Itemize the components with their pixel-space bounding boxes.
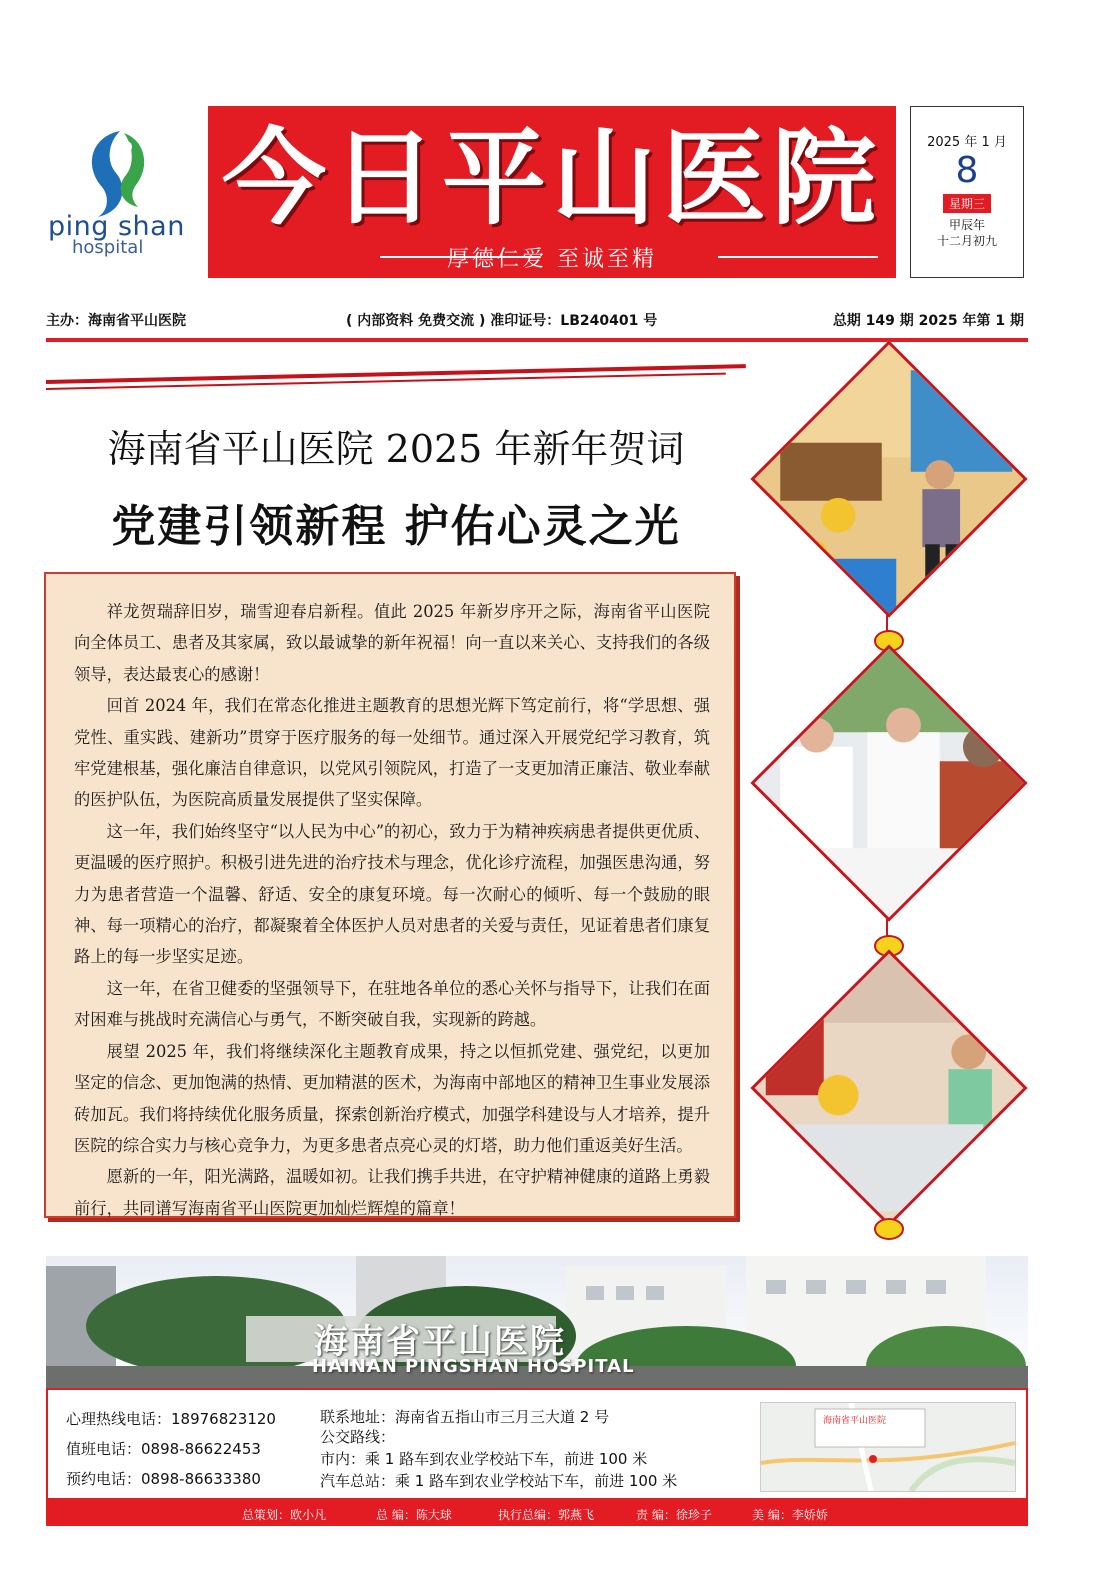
credit-planner: 总策划：欧小凡 (242, 1508, 327, 1522)
photo-counseling-session (750, 340, 1027, 617)
sponsor-text: 主办：海南省平山医院 (46, 313, 186, 329)
date-lunar-year: 甲辰年 (948, 218, 985, 232)
info-bar (46, 306, 1028, 334)
hospital-logo (48, 125, 198, 265)
article-paragraph: 回首 2024 年，我们在常态化推进主题教育的思想光辉下笃定前行，将“学思想、强党性、重实践、建新功”贯穿于医疗服务的每一处细节。通过深入开展党纪学习教育，筑牢党建根基，强化廉洁自律意识，以党风引领院风，打造了一支更加清正廉洁、敬业奉献的医护队伍，为医院高质量发展提供了坚实保障。 (74, 696, 710, 810)
article-paragraph: 展望 2025 年，我们将继续深化主题教育成果，持之以恒抓党建、强党纪，以更加坚定的信念、更加饱满的热情、更加精湛的医术，为海南中部地区的精神卫生事业发展添砖加瓦。我们将持续优化服务质量，探索创新治疗模式，加强学科建设与人才培养，提升医院的综合实力与核心竞争力，为更多患者点亮心灵的灯塔，助力他们重返美好生活。 (74, 1041, 710, 1155)
credit-art-editor: 美 编：李娇娇 (752, 1508, 828, 1522)
bus-route-city: 市内：乘 1 路车到农业学校站下车，前进 100 米 (320, 1450, 648, 1468)
duty-phone-text: 值班电话：0898-86622453 (66, 1440, 261, 1458)
masthead-banner (208, 106, 896, 278)
article-paragraph: 愿新的一年，阳光满路，温暖如初。让我们携手共进，在守护精神健康的道路上勇毅前行，共同谱写海南省平山医院更加灿烂辉煌的篇章！ (74, 1167, 710, 1218)
headline-sub: 党建引领新程 护佑心灵之光 (111, 501, 681, 552)
credit-chief-editor: 总 编：陈大球 (376, 1508, 452, 1522)
logo-text-hospital: hospital (72, 237, 144, 258)
photo-medical-checkup (750, 644, 1027, 921)
hotline-text: 心理热线电话：18976823120 (66, 1410, 276, 1428)
campus-sign-cn: 海南省平山医院 (314, 1322, 566, 1362)
map-label: 海南省平山医院 (823, 1416, 887, 1426)
bus-route-title: 公交路线： (320, 1428, 396, 1446)
credit-responsible-editor: 责 编：徐珍子 (636, 1508, 712, 1522)
article-paragraph: 祥龙贺瑞辞旧岁，瑞雪迎春启新程。值此 2025 年新岁序开之际，海南省平山医院向全体员工、患者及其家属，致以最诚挚的新年祝福！向一直以来关心、支持我们的各级领导，表达最衷心的感谢！ (74, 602, 710, 684)
logo-text-pingshan: ping shan (48, 211, 185, 242)
campus-photo (46, 1256, 1028, 1390)
date-weekday: 星期三 (943, 194, 991, 213)
issue-number-text: 总期 149 期 2025 年第 1 期 (832, 313, 1024, 329)
address-text: 联系地址：海南省五指山市三月三大道 2 号 (320, 1408, 610, 1426)
date-year-month: 2025 年 1 月 (927, 135, 1007, 150)
credits-bar (46, 1500, 1028, 1526)
article-paragraph: 这一年，在省卫健委的坚强领导下，在驻地各单位的悉心关怀与指导下，让我们在面对困难与挑战时充满信心与勇气，不断突破自我，实现新的跨越。 (74, 978, 710, 1030)
booking-phone-text: 预约电话：0898-86633380 (66, 1470, 261, 1488)
credit-exec-editor: 执行总编：郭燕飞 (498, 1508, 595, 1522)
info-bar-rule (46, 338, 1028, 342)
logo-mark-icon (80, 127, 152, 219)
ornament-bead (874, 1218, 904, 1240)
date-lunar-day: 十二月初九 (936, 234, 997, 248)
internal-license-text: ( 内部资料 免费交流 ) 准印证号：LB240401 号 (346, 313, 658, 329)
article-box (44, 572, 736, 1218)
headline-main: 海南省平山医院 2025 年新年贺词 (107, 427, 685, 471)
location-map (760, 1402, 1016, 1492)
bus-route-station: 汽车总站：乘 1 路车到农业学校站下车，前进 100 米 (320, 1472, 678, 1490)
campus-sign-en: HAINAN PINGSHAN HOSPITAL (312, 1356, 635, 1377)
contact-box (46, 1388, 1028, 1500)
masthead-slogan: 厚德仁爱 至诚至精 (447, 247, 657, 272)
date-day: 8 (955, 150, 979, 191)
photo-patient-visit (750, 949, 1027, 1226)
date-box (910, 106, 1024, 278)
masthead-title: 今日平山医院 (221, 117, 882, 239)
article-paragraph: 这一年，我们始终坚守“以人民为中心”的初心，致力于为精神疾病患者提供更优质、更温暖的医疗照护。积极引进先进的治疗技术与理念，优化诊疗流程，加强医患沟通，努力为患者营造一个温馨、舒适、安全的康复环境。每一次耐心的倾听、每一个鼓励的眼神、每一项精心的治疗，都凝聚着全体医护人员对患者的关爱与责任，见证着患者们康复路上的每一步坚实足迹。 (74, 821, 710, 967)
map-pin-icon (869, 1455, 877, 1463)
